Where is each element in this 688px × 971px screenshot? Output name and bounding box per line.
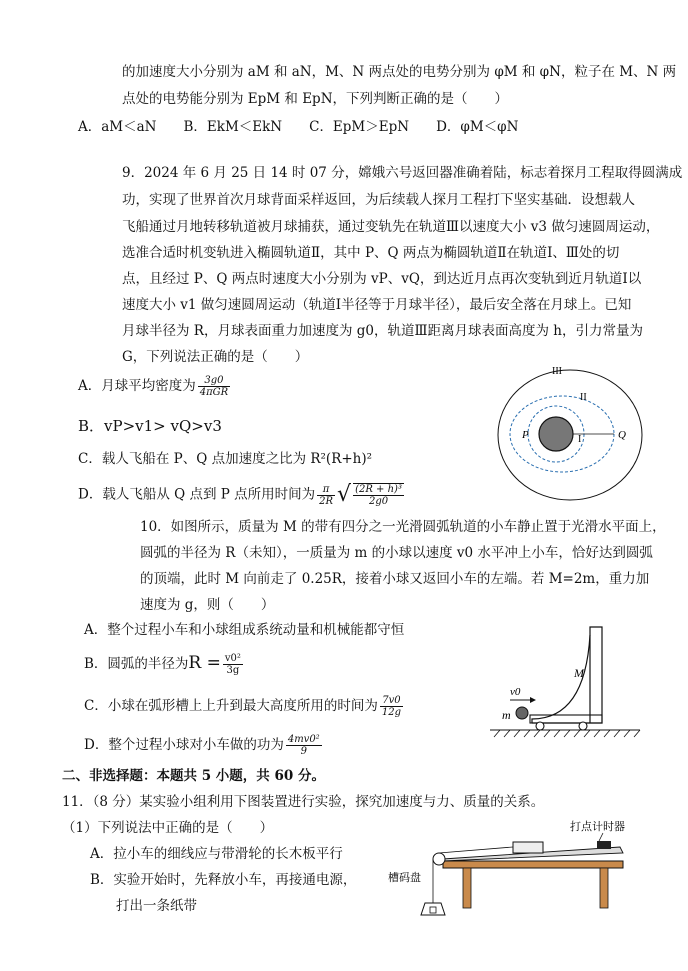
table-top xyxy=(443,861,623,868)
q9-line: G，下列说法正确的是（ ） xyxy=(122,349,309,365)
cart-diagram xyxy=(490,615,650,745)
cart-body-outline xyxy=(532,627,602,723)
q9-line: 飞船通过月地转移轨道被月球捕获，通过变轨先在轨道Ⅲ以速度大小 v3 做匀速圆周运动， xyxy=(122,219,660,235)
q10-option-d: D．整个过程小球对小车做的功为 $\frac{\text{4mv0²}}{9}$ xyxy=(84,734,320,757)
label-p: P xyxy=(522,429,529,441)
q10-line: 圆弧的半径为 R（未知），一质量为 m 的小球以速度 v0 水平冲上小车，恰好达到圆弧 xyxy=(140,545,653,561)
cart xyxy=(513,842,543,853)
q10-line: 的顶端，此时 M 向前走了 0.25R，接着小球又返回小车的左端。若 M=2m，重力加 xyxy=(140,571,650,587)
wheel-right xyxy=(579,722,587,730)
q8-line2: 点处的电势能分别为 EpM 和 EpN，下列判断正确的是（ ） xyxy=(122,91,509,107)
q11-option-b-cont: 打出一条纸带 xyxy=(116,898,197,914)
q10-line: 10．如图所示，质量为 M 的带有四分之一光滑圆弧轨道的小车静止置于光滑水平面上， xyxy=(140,519,666,535)
q11-stem: 11．（8 分）某实验小组利用下图装置进行实验，探究加速度与力、质量的关系。 xyxy=(62,794,545,810)
label-timer: 打点计时器 xyxy=(570,821,625,833)
label-v0: v0 xyxy=(510,686,521,698)
q9-line: 选准合适时机变轨进入椭圆轨道Ⅱ，其中 P、Q 两点为椭圆轨道Ⅱ在轨道Ⅰ、Ⅲ处的切 xyxy=(122,245,620,261)
q11-option-b: B．实验开始时，先释放小车，再接通电源， xyxy=(90,872,357,888)
q9-option-a: A．月球平均密度为 $\frac{3g0}{\text{4πGR}}$ xyxy=(78,375,229,398)
ball xyxy=(516,707,528,719)
q10-option-a: A．整个过程小车和小球组成系统动量和机械能都守恒 xyxy=(84,622,405,638)
label-m: m xyxy=(502,708,511,722)
label-q: Q xyxy=(618,429,626,441)
q9-option-b: B．vP>v1> vQ>v3 xyxy=(78,417,222,435)
q9-line: 速度大小 v1 做匀速圆周运动（轨道Ⅰ半径等于月球半径），最后安全落在月球上。已知 xyxy=(122,297,632,313)
q10-option-c: C．小球在弧形槽上上升到最大高度所用的时间为 $\frac{7v0}{12g}$ xyxy=(84,695,401,718)
velocity-arrowhead xyxy=(530,697,536,703)
section-heading: 二、非选择题：本题共 5 小题，共 60 分。 xyxy=(62,768,325,784)
q8-options: A．aM＜aN B．EkM＜EkN C．EpM＞EpN D．φM＜φN xyxy=(78,119,519,135)
q9-line: 9．2024 年 6 月 25 日 14 时 07 分，嫦娥六号返回器准确着陆，标志着探月工程取得圆满成 xyxy=(122,165,683,181)
pulley xyxy=(433,853,445,865)
q9-line: 功，实现了世界首次月球背面采样返回，为后续载人探月工程打下坚实基础．设想载人 xyxy=(122,192,635,208)
wheel-left xyxy=(536,722,544,730)
q9-line: 点，且经过 P、Q 两点时速度大小分别为 vP、vQ，到达近月点再次变轨到近月轨道Ⅰ以 xyxy=(122,271,642,287)
q10-option-b: B．圆弧的半径为R = $\frac{\text{v0²}}{3g}$ xyxy=(84,653,241,676)
ground-hatch xyxy=(494,730,640,737)
q10-line: 速度为 g，则（ ） xyxy=(140,597,275,613)
orbit-diagram xyxy=(490,360,650,510)
q9-line: 月球半径为 R，月球表面重力加速度为 g0，轨道Ⅲ距离月球表面高度为 h，引力常量为 xyxy=(122,323,643,339)
timer-box xyxy=(597,841,611,849)
label-tray: 槽码盘 xyxy=(388,872,421,884)
string-top xyxy=(439,847,513,853)
q9-option-d: D．载人飞船从 Q 点到 P 点所用时间为 $\frac{\pi}{2R}$ √ $\frac{\text{(2R + h)³}}{2g0}$ xyxy=(78,482,402,507)
label-ii: II xyxy=(580,392,587,403)
q11-sub1: （1）下列说法中正确的是（ ） xyxy=(62,820,274,836)
label-M: M xyxy=(574,666,584,680)
q9-option-c: C．载人飞船在 P、Q 点加速度之比为 R²(R+h)² xyxy=(78,451,373,467)
table-leg-right xyxy=(600,868,608,908)
label-iii: III xyxy=(552,366,562,377)
moon xyxy=(539,417,573,451)
q11-option-a: A．拉小车的细线应与带滑轮的长木板平行 xyxy=(90,846,343,862)
q8-line1: 的加速度大小分别为 aM 和 aN，M、N 两点处的电势分别为 φM 和 φN，粒子在 M、N 两 xyxy=(122,64,677,80)
label-i: I xyxy=(578,434,582,445)
timer-pointer xyxy=(599,833,603,841)
apparatus-diagram xyxy=(385,815,650,920)
table-leg-left xyxy=(463,868,471,908)
